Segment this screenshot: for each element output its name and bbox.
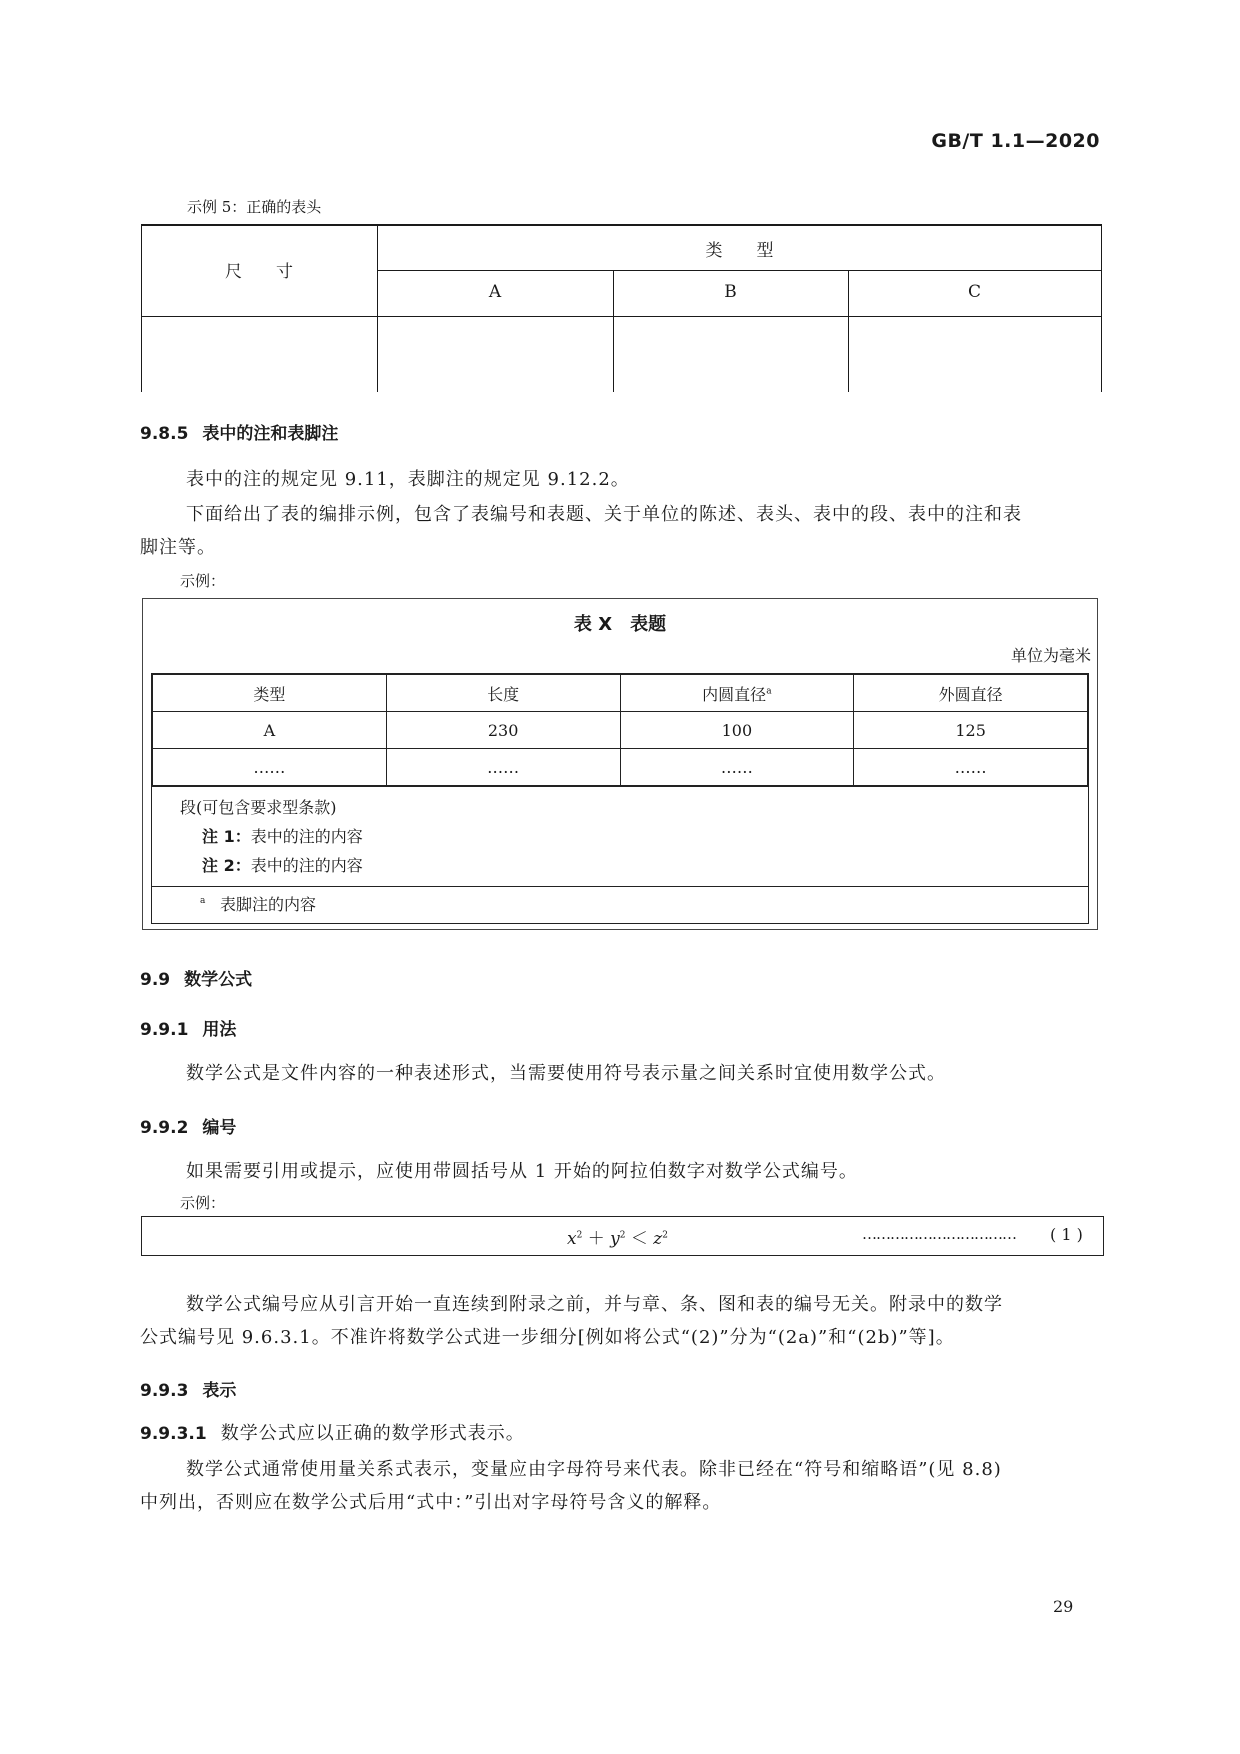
footnote-marker: a: [200, 896, 206, 906]
section-title: 编号: [202, 1118, 237, 1138]
header-sub-c: C: [967, 282, 981, 302]
section-heading-9-9: [140, 965, 252, 990]
example5-label: 示例 5：正确的表头: [187, 198, 322, 216]
table-header-row: [153, 675, 1088, 712]
header-size: 尺 寸: [225, 262, 293, 282]
formula-number: ( 1 ): [1050, 1225, 1083, 1244]
table-cell: 125: [854, 712, 1088, 749]
note-label: 注 1：: [202, 827, 251, 846]
example-label: 示例：: [180, 572, 226, 590]
exponent: 2: [662, 1230, 668, 1241]
table-note-1: [182, 822, 1088, 851]
header-sub-a: A: [488, 282, 502, 302]
var-y: y: [610, 1229, 620, 1249]
paragraph: 公式编号见 9.6.3.1。不准许将数学公式进一步细分[例如将公式“(2)”分为“(2a)”和“(2b)”等]。: [140, 1327, 955, 1348]
paragraph: 脚注等。: [140, 537, 216, 558]
page-number: 29: [1053, 1597, 1074, 1616]
paragraph: 表中的注的规定见 9.11，表脚注的规定见 9.12.2。: [186, 469, 630, 490]
section-number: 9.9.2: [140, 1118, 189, 1138]
table-unit: 单位为毫米: [1010, 646, 1091, 665]
formula-example: [141, 1216, 1104, 1256]
document-code: GB/T 1.1—2020: [931, 130, 1100, 152]
section-heading-9-9-1: [140, 1015, 236, 1040]
section-number: 9.9.1: [140, 1020, 189, 1040]
section-heading-9-9-3: [140, 1376, 236, 1401]
section-title: 数学公式应以正确的数学形式表示。: [220, 1423, 525, 1444]
plus-sign: ＋: [587, 1229, 605, 1249]
table-body: [151, 673, 1089, 924]
table-header-cell: 外圆直径: [854, 675, 1088, 712]
section-number: 9.9.3: [140, 1381, 189, 1401]
table-cell: ……: [854, 749, 1088, 786]
table-example-frame: [142, 598, 1098, 930]
exponent: 2: [576, 1230, 583, 1241]
table-cell: 100: [620, 712, 854, 749]
var-x: x: [567, 1229, 577, 1249]
paragraph: 中列出，否则应在数学公式后用“式中：”引出对字母符号含义的解释。: [140, 1492, 722, 1513]
paragraph: 如果需要引用或提示，应使用带圆括号从 1 开始的阿拉伯数字对数学公式编号。: [186, 1161, 858, 1182]
header-sub-b: B: [724, 282, 737, 302]
table-cell: A: [153, 712, 387, 749]
section-number: 9.9: [140, 970, 171, 990]
section-title: 表中的注和表脚注: [202, 424, 339, 444]
formula-leader: ……………………………: [862, 1225, 1016, 1243]
header-label: 内圆直径: [702, 684, 767, 704]
paragraph: 数学公式通常使用量关系式表示，变量应由字母符号来代表。除非已经在“符号和缩略语”(见 8.8): [186, 1459, 1002, 1480]
paragraph: 数学公式是文件内容的一种表述形式，当需要使用符号表示量之间关系时宜使用数学公式。: [186, 1063, 946, 1084]
table-notes: [152, 786, 1088, 886]
table-paragraph: 段(可包含要求型条款): [180, 798, 337, 817]
section-number: 9.8.5: [140, 424, 189, 444]
var-z: z: [653, 1229, 663, 1249]
table-row: [153, 749, 1088, 786]
note-text: 表中的注的内容: [250, 827, 363, 846]
table-row: [153, 712, 1088, 749]
formula: [567, 1224, 668, 1249]
header-type: 类 型: [705, 241, 774, 261]
table-title: 表 X 表题: [573, 614, 667, 635]
table-header-cell: 长度: [386, 675, 620, 712]
table-header-cell: [620, 675, 854, 712]
section-title: 用法: [202, 1020, 237, 1040]
footnote-text: 表脚注的内容: [220, 895, 317, 914]
table-header-cell: 类型: [153, 675, 387, 712]
section-heading-9-9-3-1: [140, 1419, 525, 1449]
table-note-2: [182, 851, 1088, 880]
table-cell: 230: [386, 712, 620, 749]
section-heading-9-8-5: [140, 419, 338, 444]
table-cell: ……: [386, 749, 620, 786]
footnote-marker: a: [766, 686, 772, 697]
table-cell: ……: [153, 749, 387, 786]
note-text: 表中的注的内容: [250, 856, 363, 875]
section-title: 表示: [202, 1381, 237, 1401]
table-footnote: [152, 886, 1088, 923]
example5-table: [141, 224, 1102, 392]
paragraph: 下面给出了表的编排示例，包含了表编号和表题、关于单位的陈述、表头、表中的段、表中的注和表: [186, 504, 1022, 525]
less-than-sign: ＜: [630, 1229, 648, 1249]
paragraph: 数学公式编号应从引言开始一直连续到附录之前，并与章、条、图和表的编号无关。附录中的数学: [186, 1294, 1003, 1315]
section-number: 9.9.3.1: [140, 1424, 207, 1444]
note-label: 注 2：: [202, 856, 251, 875]
section-heading-9-9-2: [140, 1113, 236, 1138]
example-label: 示例：: [180, 1194, 226, 1212]
exponent: 2: [619, 1230, 626, 1241]
section-title: 数学公式: [184, 970, 253, 990]
table-cell: ……: [620, 749, 854, 786]
